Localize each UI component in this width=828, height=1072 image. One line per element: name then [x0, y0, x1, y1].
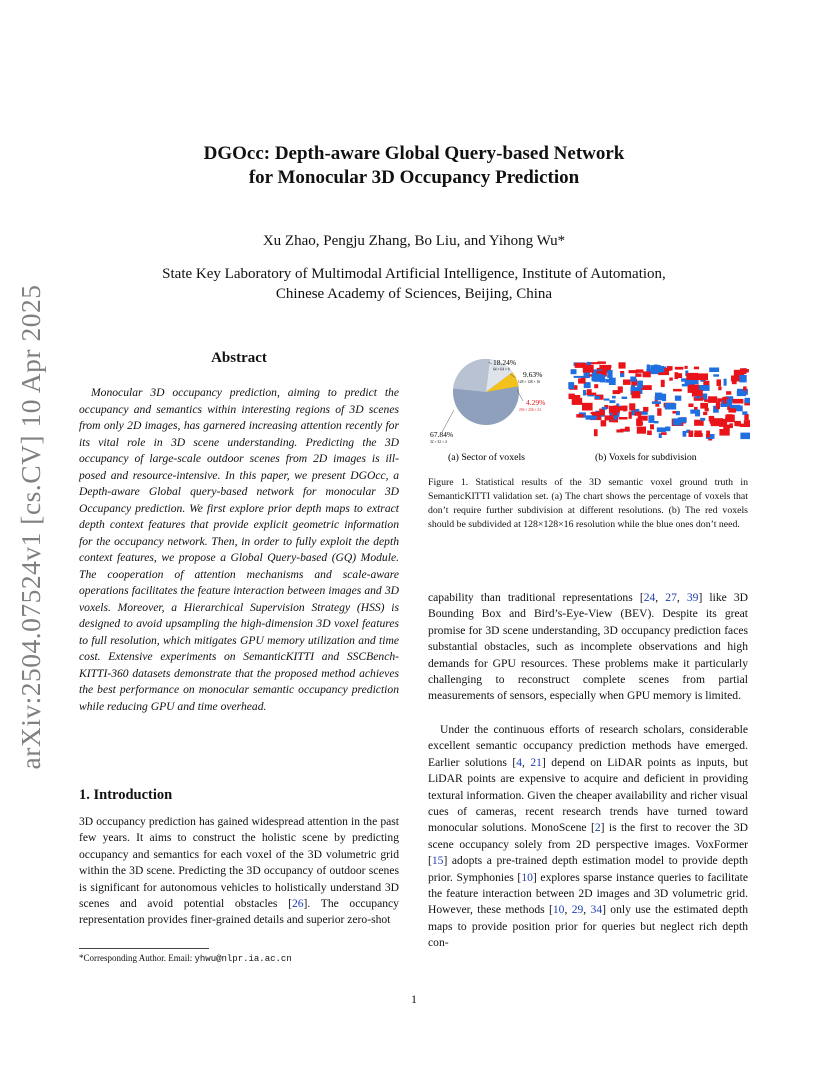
citation-24[interactable]: 24: [643, 591, 656, 604]
footnote-email: yhwu@nlpr.ia.ac.cn: [194, 954, 292, 964]
voxel-block: [635, 412, 642, 416]
voxel-block: [583, 390, 586, 396]
voxel-block: [698, 373, 708, 380]
voxel-block: [601, 420, 607, 426]
page-number: 1: [411, 992, 417, 1006]
affiliation-line-1: State Key Laboratory of Multimodal Artificial Intelligence, Institute of Automation,: [162, 266, 666, 282]
voxel-block: [650, 424, 654, 429]
voxel-block: [694, 431, 701, 434]
voxel-block: [652, 401, 661, 404]
figure-caption: Figure 1. Statistical results of the 3D semantic voxel ground truth in SemanticKITTI validation set. (a) The chart shows the percentage of voxels that don’t require further subdivision at different resolutions. (b) The red voxels should be subdivided at 128×128×16 resolution while the blue ones don’t need.: [428, 477, 748, 530]
voxel-block: [574, 376, 585, 378]
voxel-block: [609, 400, 615, 403]
affiliation-line-2: Chinese Academy of Sciences, Beijing, China: [275, 286, 553, 302]
voxel-block: [661, 432, 667, 435]
citation-27[interactable]: 27: [665, 591, 677, 604]
voxel-block: [717, 379, 722, 386]
voxel-block: [582, 403, 593, 411]
voxel-block: [647, 365, 650, 370]
voxel-block: [689, 431, 694, 438]
subcaption-a: (a) Sector of voxels: [448, 452, 525, 463]
rp2-d: ] adopts a pre-trained depth estimation model to provide depth prior. Symphonies [: [428, 854, 748, 884]
voxel-block: [718, 386, 721, 390]
voxel-block: [687, 380, 699, 384]
voxel-block: [600, 375, 606, 383]
voxel-block: [576, 414, 583, 417]
voxel-block: [686, 373, 698, 380]
voxel-block: [629, 412, 632, 419]
voxel-block: [612, 408, 617, 416]
affiliation: [80, 264, 748, 304]
voxel-block: [734, 421, 741, 426]
voxel-block: [604, 399, 610, 401]
citation-10b[interactable]: 10: [552, 903, 565, 917]
voxel-block: [729, 423, 733, 428]
pie-label-s3-pct: 4.29%: [526, 398, 546, 407]
voxel-block: [636, 419, 642, 426]
voxel-block: [745, 398, 751, 404]
intro-paragraph: [79, 814, 399, 929]
voxel-block: [703, 412, 707, 415]
citation-15[interactable]: 15: [431, 854, 444, 868]
title-line-1: DGOcc: Depth-aware Global Query-based Network: [203, 143, 625, 164]
voxel-block: [720, 404, 728, 407]
voxel-block: [689, 385, 699, 392]
voxel-block: [694, 367, 699, 370]
voxel-block: [716, 402, 720, 409]
voxel-block: [725, 415, 735, 423]
rp2-b: ] depend on LiDAR points as inputs, but LiDAR points are expensive to acquire and deficient in providing textural information. Given the cheaper availability and richer visual cues of cameras, recent research trends have turned toward monocular solutions. MonoScene [: [428, 755, 748, 835]
voxel-block: [629, 403, 635, 410]
pie-chart: [430, 358, 545, 444]
voxel-block: [643, 371, 651, 377]
voxel-block: [594, 384, 598, 388]
rp2-a: Under the continuous efforts of research scholars, considerable excellent semantic occupancy prediction methods have emerged. Earlier solutions [: [428, 723, 748, 769]
pie-label-s4-pct: 67.84%: [430, 430, 454, 439]
rp2-e: ] explores sparse instance queries to facilitate the feature interaction between 2D images and 3D volumetric grid. However, these methods [: [428, 870, 748, 917]
voxel-scene: [568, 361, 750, 440]
voxel-block: [744, 420, 750, 426]
voxel-block: [593, 414, 599, 416]
voxel-block: [619, 362, 626, 368]
voxel-block: [675, 372, 679, 379]
voxel-block: [744, 414, 748, 420]
voxel-block: [683, 431, 687, 437]
abstract-body: Monocular 3D occupancy prediction, aiming to predict the occupancy and semantics within interesting regions of 3D scenes from only 2D images, has garnered increasing attention recently for its vital role in 3D scene understanding. Predicting the 3D occupancy of large-scale outdoor scenes from 2D images is ill-posed and resource-intensive. In this paper, we present DGOcc, a Depth-aware Global query-based network for monocular 3D Occupancy prediction. We first explore prior depth maps to extract depth context features that provide explicit geometric information for the occupancy network. Then, in order to fully exploit the depth context features, we propose a Global Query-based (GQ) Module. The cooperation of attention mechanisms and scale-aware operations facilitates the feature interaction between images and 3D voxels. Moreover, a Hierarchical Supervision Strategy (HSS) is designed to avoid upsampling the high-dimension 3D voxel features to full resolution, which mitigates GPU memory utilization and time cost. Extensive experiments on SemanticKITTI and SSCBench-KITTI-360 datasets demonstrate that the proposed method achieves the best performance on monocular semantic occupancy prediction while reducing GPU and time overhead.: [79, 386, 399, 713]
footnote-text: *Corresponding Author. Email:: [79, 953, 195, 963]
voxel-block: [629, 370, 638, 373]
rp2-c: ] is the first to recover the 3D scene occupancy solely from 2D perspective images. VoxFormer [: [428, 821, 749, 868]
voxel-block: [571, 369, 577, 374]
section-heading-introduction: 1. Introduction: [79, 787, 173, 803]
pie-slice-18-24: [453, 359, 490, 392]
voxel-block: [655, 393, 662, 401]
voxel-block: [722, 397, 729, 399]
voxel-block: [730, 405, 741, 409]
voxel-block: [599, 409, 605, 416]
voxel-block: [665, 403, 676, 409]
voxel-block: [614, 405, 618, 407]
voxel-block: [590, 362, 600, 364]
voxel-block: [619, 417, 628, 420]
voxel-block: [612, 396, 616, 399]
voxel-block: [602, 407, 607, 410]
voxel-block: [726, 391, 731, 395]
rp1-a: capability than traditional representations [: [428, 591, 644, 604]
voxel-block: [690, 410, 699, 414]
voxel-block: [742, 411, 747, 414]
voxel-block: [705, 408, 709, 412]
voxel-block: [719, 429, 729, 436]
voxel-block: [673, 389, 682, 392]
voxel-block: [605, 379, 612, 383]
voxel-block: [739, 375, 746, 382]
citation-10[interactable]: 10: [521, 870, 533, 884]
arxiv-stamp: arXiv:2504.07524v1 [cs.CV] 10 Apr 2025: [15, 284, 46, 770]
abstract-heading: Abstract: [211, 350, 267, 366]
paper-title: [80, 142, 748, 190]
voxel-block: [648, 415, 654, 423]
voxel-block: [586, 415, 597, 419]
citation-2[interactable]: 2: [594, 821, 601, 835]
voxel-block: [675, 396, 681, 401]
voxel-block: [620, 373, 624, 377]
voxel-block: [594, 396, 599, 399]
pie-label-s1-res: 64 × 64 × 8: [493, 367, 510, 372]
title-line-2: for Monocular 3D Occupancy Prediction: [248, 167, 580, 188]
citation-21[interactable]: 21: [530, 755, 542, 769]
rp2-f: ] only use the estimated depth maps to provide position prior for queries but neglect rich depth con-: [428, 903, 749, 950]
subcaption-b: (b) Voxels for subdivision: [595, 452, 697, 463]
voxel-block: [709, 368, 719, 373]
voxel-block: [710, 418, 713, 424]
voxel-block: [712, 418, 723, 426]
intro-text-a: 3D occupancy prediction has gained widespread attention in the past few years. It aims to construct the holistic scene by predicting occupancy and semantics for each voxel of the 3D volumetric grid within the 3D scene. Predicting the 3D occupancy of outdoor scenes is significant for autonomous vehicles to holistically understand 3D scenes and avoid potential obstacles [: [79, 815, 399, 911]
pie-label-s2-res: 128 × 128 × 16: [518, 380, 541, 384]
pie-label-s3-res: 256 × 256 × 32: [519, 408, 542, 412]
voxel-block: [568, 382, 574, 389]
voxel-block: [647, 431, 652, 436]
voxel-block: [694, 433, 703, 437]
citation-26[interactable]: 26: [291, 897, 304, 911]
citation-39[interactable]: 39: [686, 591, 699, 604]
voxel-block: [583, 365, 594, 373]
voxel-block: [675, 367, 684, 370]
voxel-block: [607, 370, 612, 378]
voxel-block: [641, 385, 651, 390]
voxel-block: [678, 417, 687, 422]
rp1-b: ] like 3D Bounding Box and Bird’s-Eye-View (BEV). Despite its great promise for 3D scene understanding, 3D occupancy prediction faces substantial obstacles, such as incomplete observations and high demands for GPU resources. These problems make it particularly challenging to reconstruct complete scenes from partial measurements of sensors, especially when GPU memory is limited.: [428, 591, 749, 703]
voxel-block: [630, 377, 636, 382]
voxel-block: [669, 378, 673, 381]
voxel-block: [676, 411, 680, 415]
voxel-block: [695, 396, 700, 398]
voxel-block: [620, 406, 628, 411]
voxel-block: [657, 408, 661, 416]
voxel-block: [740, 433, 750, 440]
citation-4[interactable]: 4: [516, 755, 522, 769]
voxel-block: [704, 399, 712, 402]
pie-label-s4-res: 32 × 32 × 4: [430, 440, 447, 444]
voxel-block: [616, 429, 623, 432]
voxel-block: [733, 399, 744, 404]
voxel-block: [737, 391, 746, 396]
voxel-block: [601, 365, 612, 368]
intro-text-b: ]. The occupancy representation provides finer-grained details and superior zero-shot: [79, 897, 399, 927]
voxel-block: [654, 421, 659, 423]
voxel-block: [664, 368, 671, 371]
figure-1: [428, 350, 750, 465]
voxel-block: [661, 380, 665, 387]
right-paragraph-2: Under the continuous efforts of research scholars, considerable excellent semantic occupancy prediction methods have emerged. Earlier solutions [4, 21] depend on LiDAR points as inputs, but LiDAR points are expensive to acquire and deficient in providing textural information. Given the cheaper availability and richer visual cues of cameras, recent research trends have turned toward monocular solutions. MonoScene [2] is the first to recover the 3D scene occupancy solely from 2D perspective images. VoxFormer [15] adopts a pre-trained depth estimation model to provide depth prior. Symphonies [10] explores sparse instance queries to facilitate the feature interaction between 2D images and 3D volumetric grid. However, these methods [10, 29, 34] only use the estimated depth maps to provide position prior for queries but neglect rich depth con-: [428, 723, 749, 950]
voxel-block: [594, 429, 598, 436]
voxel-block: [657, 427, 666, 432]
voxel-block: [637, 427, 646, 434]
voxel-block: [635, 373, 641, 377]
pie-label-s2-pct: 9.63%: [523, 370, 543, 379]
citation-29[interactable]: 29: [571, 903, 584, 917]
voxel-block: [632, 391, 641, 398]
voxel-block: [685, 366, 688, 369]
voxel-block: [665, 427, 670, 432]
voxel-block: [700, 418, 705, 421]
voxel-block: [688, 404, 693, 408]
voxel-block: [625, 427, 630, 431]
voxel-block: [706, 431, 710, 438]
voxel-block: [637, 381, 643, 389]
right-paragraph-1: capability than traditional representations [24, 27, 39] like 3D Bounding Box and Bird’s-Eye-View (BEV). Despite its great promise for 3D scene understanding, 3D occupancy prediction faces substantial obstacles, such as incomplete observations and high demands for GPU resources. These problems make it particularly challenging to reconstruct complete scenes from partial measurements of sensors, especially when GPU memory is limited.: [428, 591, 749, 703]
voxel-block: [643, 407, 648, 412]
authors: Xu Zhao, Pengju Zhang, Bo Liu, and Yihong Wu*: [262, 233, 566, 249]
voxel-block: [605, 415, 614, 420]
footnote: [79, 953, 399, 964]
voxel-block: [740, 368, 747, 373]
voxel-block: [569, 394, 575, 400]
voxel-block: [724, 379, 727, 386]
voxel-block: [654, 365, 659, 372]
voxel-block: [618, 386, 623, 392]
voxel-block: [662, 394, 666, 401]
voxel-block: [623, 380, 631, 385]
pie-label-s1-pct: 18.24%: [493, 358, 517, 367]
voxel-block: [713, 374, 719, 376]
voxel-block: [622, 397, 628, 399]
citation-34[interactable]: 34: [590, 903, 603, 917]
footnote-rule: [79, 948, 209, 949]
